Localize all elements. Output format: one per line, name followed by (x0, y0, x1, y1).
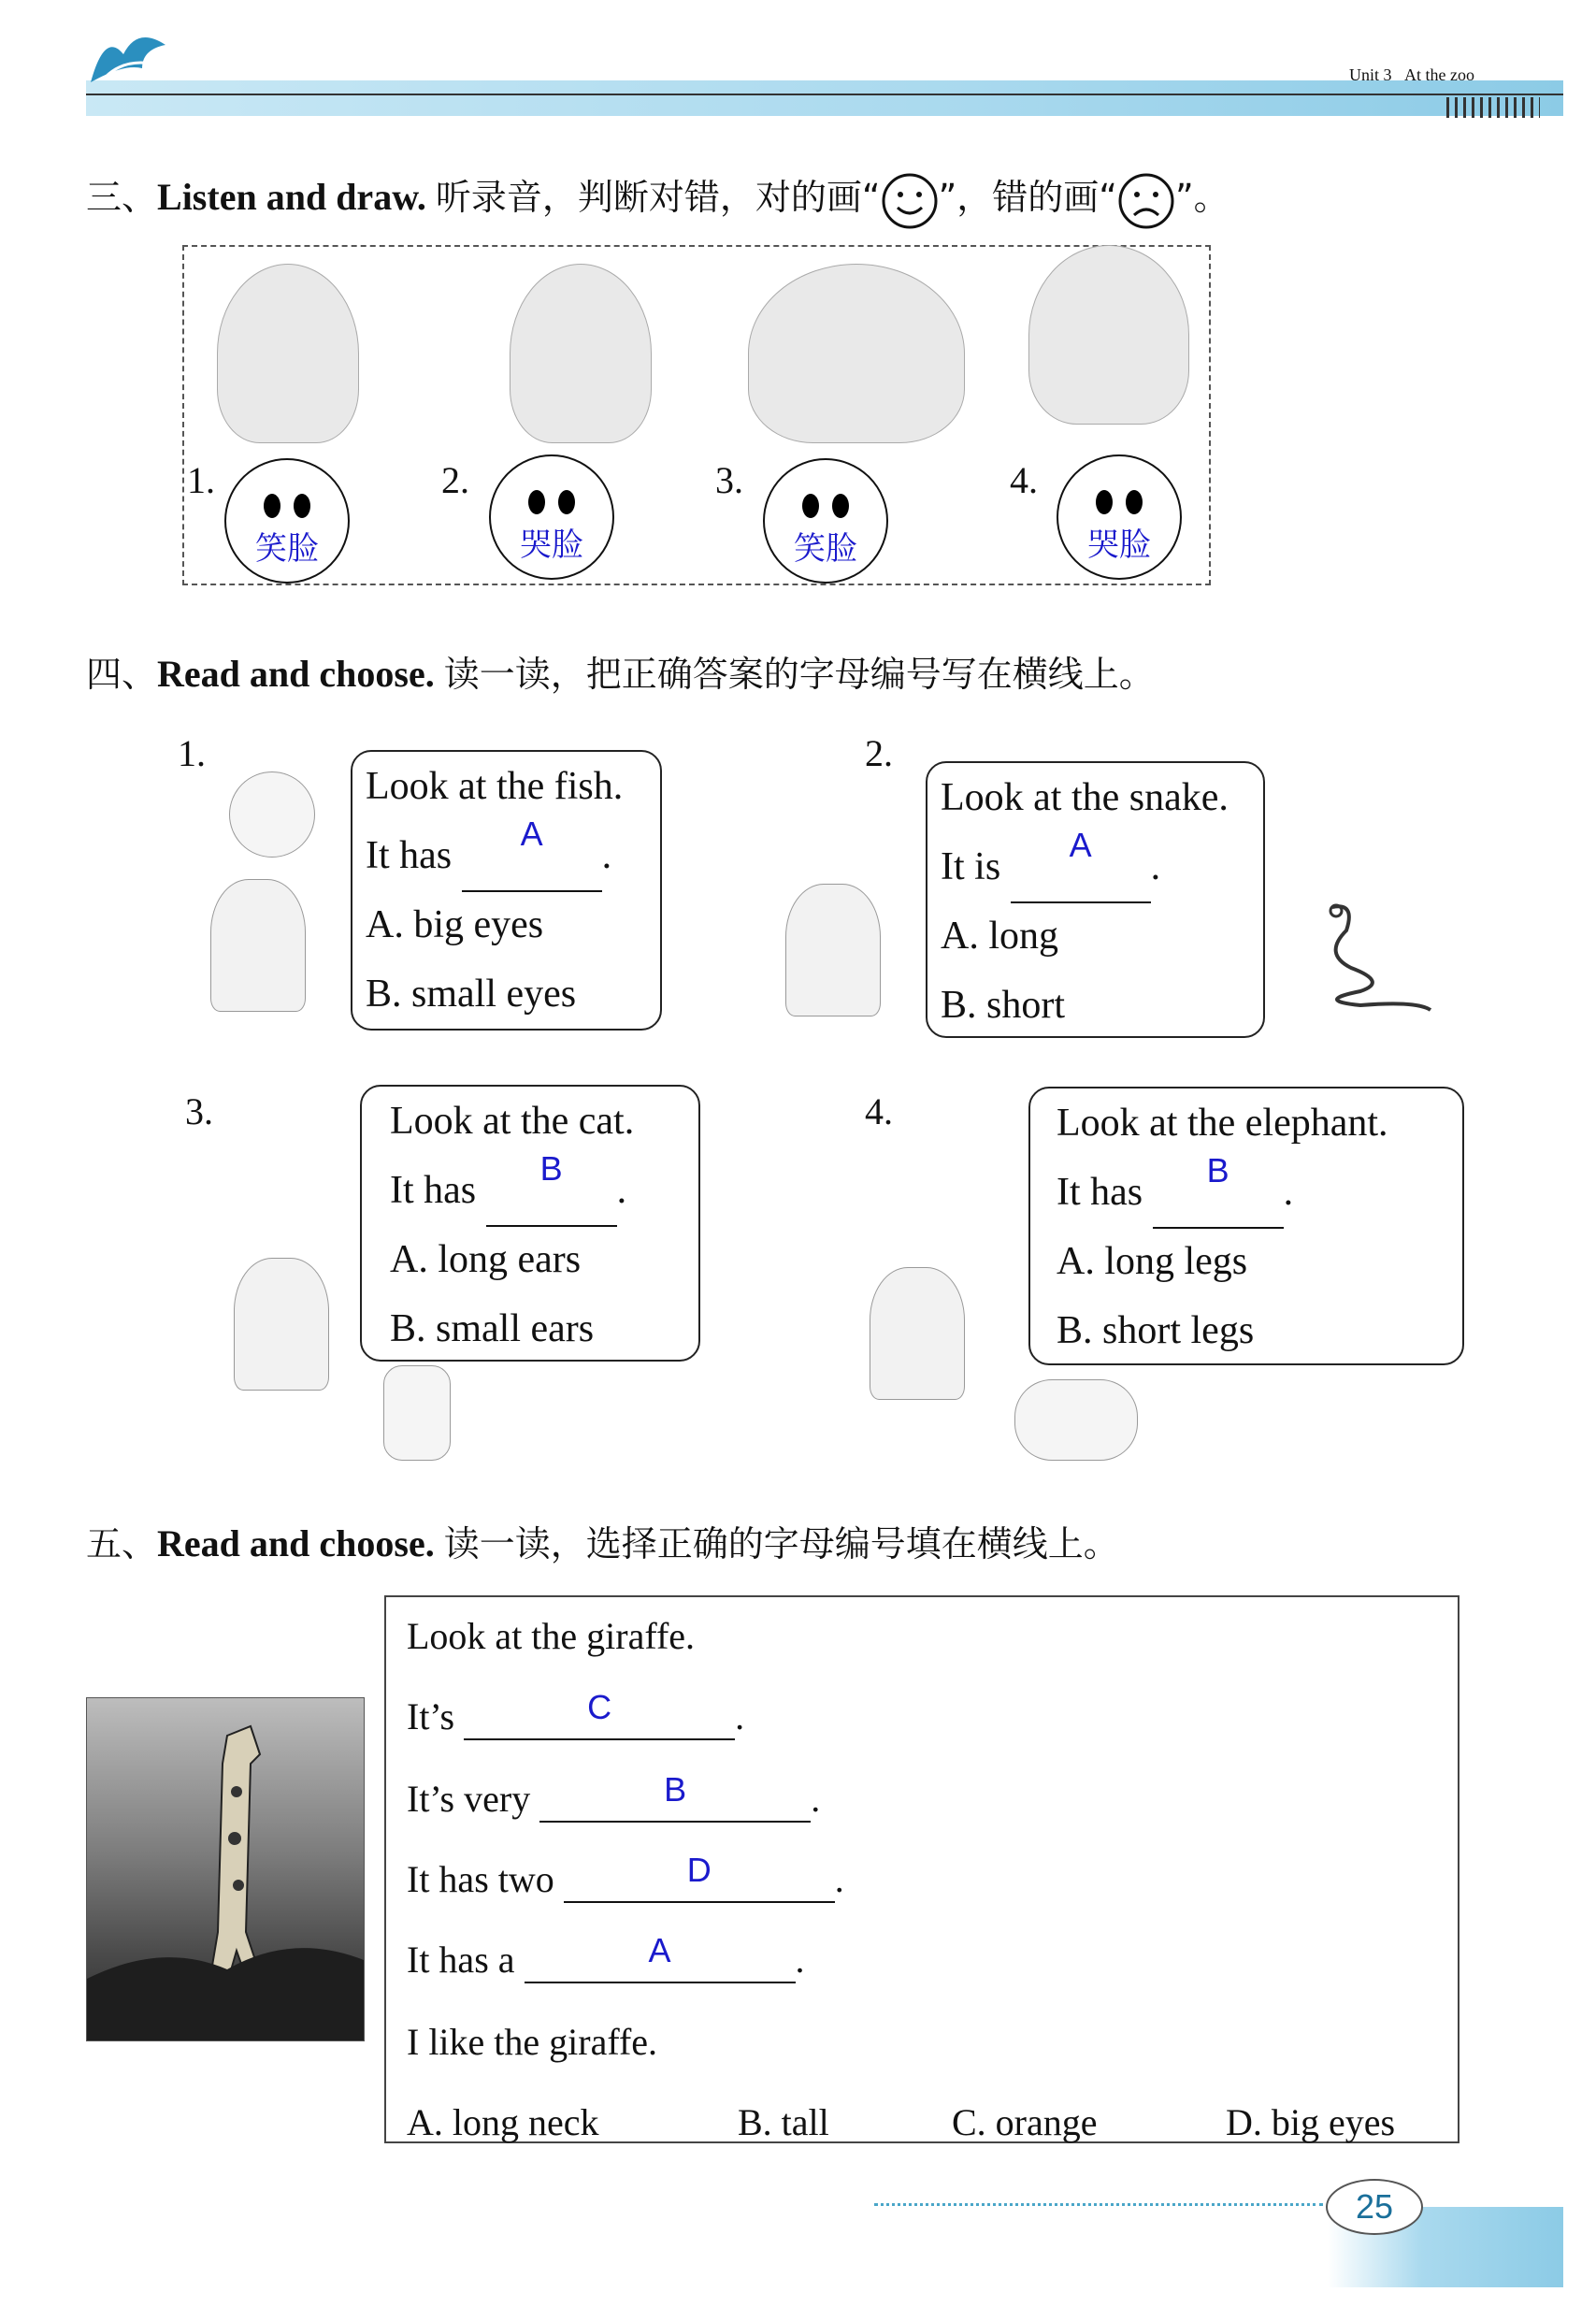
answer-text: D (686, 1851, 712, 1889)
bubble-question: It has A . (366, 821, 660, 890)
boy-cape-picture (870, 1267, 965, 1400)
option-c: C. orange (952, 2101, 1098, 2143)
kid-picture-1 (217, 264, 359, 443)
answer-text: B (664, 1770, 687, 1809)
kid-picture-3 (748, 264, 965, 443)
section5-prefix: 五、 (86, 1523, 158, 1564)
bubble-line: Look at the fish. (366, 765, 624, 808)
option-b: B. small eyes (366, 973, 577, 1016)
section3-title-end: 。 (1193, 177, 1229, 218)
answer-blank[interactable] (539, 1770, 811, 1823)
answer-face-4[interactable] (1057, 454, 1182, 580)
item-number: 1. (187, 459, 215, 501)
question-text: It has (390, 1169, 477, 1212)
section5-title-cn: 读一读，选择正确的字母编号填在横线上。 (443, 1523, 1119, 1564)
face-answer: 笑脸 (255, 530, 319, 568)
answer-face-2[interactable] (489, 454, 614, 580)
section4-title-en: Read and choose. (157, 653, 435, 695)
face-answer: 哭脸 (1087, 526, 1151, 564)
header-ticks (1446, 97, 1540, 118)
option-a: A. long neck (407, 2101, 599, 2143)
question-text: It’s very (407, 1778, 531, 1820)
answer-text: B (1206, 1151, 1229, 1189)
answer-face-1[interactable] (224, 458, 350, 584)
question-text: It has a (407, 1939, 515, 1981)
question-4: It has a A . (407, 1938, 805, 1983)
section5-title (86, 1515, 1119, 1566)
reading-box (384, 1595, 1459, 2143)
option-a: A. long (941, 915, 1058, 958)
answer-blank[interactable] (464, 1688, 735, 1740)
speech-bubble-1 (351, 750, 662, 1031)
speech-bubble-4 (1028, 1087, 1464, 1365)
cat-picture (383, 1365, 451, 1461)
page-number: 25 (1326, 2179, 1423, 2235)
option-b: B. tall (738, 2101, 829, 2143)
option-a: A. long ears (390, 1238, 582, 1281)
header-band (86, 80, 1563, 116)
bubble-question: It has B . (1057, 1158, 1462, 1227)
unit-text: Unit 3 (1349, 65, 1392, 84)
section3-title-en: Listen and draw. (157, 176, 426, 218)
option-b: B. short (941, 984, 1066, 1027)
answer-text: A (1069, 826, 1092, 864)
answer-text: A (520, 815, 543, 853)
bird-logo-icon (86, 26, 170, 92)
item-number: 4. (865, 1090, 893, 1132)
kid-picture-4 (1028, 245, 1189, 425)
option-b: B. small ears (390, 1307, 595, 1350)
smile-face-icon (881, 172, 939, 230)
question-3: It has two D . (407, 1857, 844, 1903)
option-b: B. short legs (1057, 1309, 1255, 1352)
answer-face-3[interactable] (763, 458, 888, 584)
option-a: A. long legs (1057, 1240, 1248, 1283)
item-number: 3. (185, 1090, 213, 1132)
section4-title (86, 645, 1155, 697)
section3-title-cn: 听录音，判断对错，对的画 (435, 177, 862, 218)
question-text: It has (1057, 1171, 1143, 1214)
topic-text: At the zoo (1404, 65, 1474, 84)
elephant-picture (1014, 1379, 1138, 1461)
answer-text: A (648, 1931, 671, 1969)
face-answer: 哭脸 (520, 526, 583, 564)
header-unit-label (1349, 65, 1474, 85)
giraffe-icon (87, 1698, 364, 2040)
item-number: 3. (715, 459, 743, 501)
answer-blank[interactable] (1011, 826, 1151, 903)
section3-prefix: 三、 (86, 177, 158, 218)
speech-bubble-2 (926, 761, 1265, 1038)
face-answer: 笑脸 (794, 530, 857, 568)
item-number: 4. (1010, 459, 1038, 501)
speech-bubble-3 (360, 1085, 700, 1362)
footer-dotted-line (874, 2203, 1323, 2206)
section5-title-en: Read and choose. (157, 1522, 435, 1564)
reading-line-1: Look at the giraffe. (407, 1615, 696, 1657)
girl-picture (785, 884, 881, 1016)
fish-bowl-picture (229, 771, 315, 858)
sad-face-icon (1117, 172, 1175, 230)
bubble-line: Look at the elephant. (1057, 1102, 1388, 1145)
kid-picture-2 (510, 264, 652, 443)
snake-picture (1304, 898, 1435, 1019)
answer-blank[interactable] (525, 1931, 796, 1983)
bubble-line: Look at the cat. (390, 1100, 635, 1143)
header-rule (86, 94, 1563, 95)
boy-glasses-picture (234, 1258, 329, 1391)
question-text: It is (941, 845, 1001, 888)
bubble-question: It is A . (941, 832, 1263, 901)
boy-picture (210, 879, 306, 1012)
item-number: 1. (178, 732, 206, 774)
section4-title-cn: 读一读，把正确答案的字母编号写在横线上。 (443, 654, 1155, 695)
section3-title: 三、Listen and draw. 听录音，判断对错，对的画“ ”，错的画“ ”。 (86, 168, 1229, 230)
reading-line-6: I like the giraffe. (407, 2021, 658, 2063)
answer-blank[interactable] (462, 815, 602, 892)
option-d: D. big eyes (1226, 2101, 1396, 2143)
question-text: It has (366, 834, 453, 877)
answer-text: C (587, 1688, 612, 1726)
answer-text: B (539, 1149, 563, 1188)
question-1: It’s C . (407, 1694, 744, 1740)
item-number: 2. (441, 459, 469, 501)
giraffe-picture (86, 1697, 365, 2041)
question-text: It’s (407, 1695, 455, 1737)
answer-blank[interactable] (564, 1851, 835, 1903)
item-number: 2. (865, 732, 893, 774)
option-a: A. big eyes (366, 903, 544, 946)
section4-prefix: 四、 (86, 654, 158, 695)
question-2: It’s very B . (407, 1777, 820, 1823)
bubble-line: Look at the snake. (941, 776, 1229, 819)
bubble-question: It has B . (390, 1156, 698, 1225)
section3-title-cn2: ，错的画 (956, 177, 1100, 218)
question-text: It has two (407, 1858, 554, 1900)
